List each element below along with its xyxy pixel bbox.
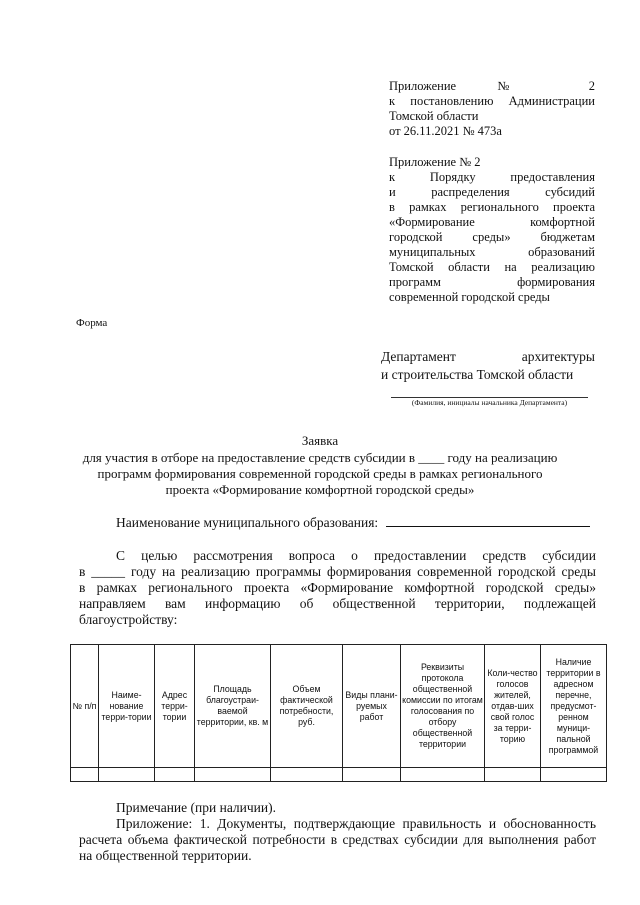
table-cell[interactable]: [99, 768, 155, 782]
form-label: Форма: [76, 317, 108, 329]
title-line-3: проекта «Формирование комфортной городской среды»: [165, 482, 475, 497]
appendix1-line-1: Приложение № 2: [389, 79, 595, 93]
col-votes: Коли-чество голосов жителей, отдав-ших свой голос за терри-торию: [485, 645, 541, 768]
table-cell[interactable]: [195, 768, 271, 782]
purpose-line-5: благоустройству:: [79, 612, 178, 627]
title-line-2: программ формирования современной городской среды в рамках регионального: [97, 466, 543, 481]
table-cell[interactable]: [155, 768, 195, 782]
col-territory-address: Адрес терри-тории: [155, 645, 195, 768]
appendix2-line-10: современной городской среды: [389, 290, 550, 304]
col-number: № п/п: [71, 645, 99, 768]
municipality-label: Наименование муниципального образования:: [116, 515, 379, 530]
appendix2-line-2: к Порядку предоставления: [389, 170, 595, 184]
col-area: Площадь благоустраи-ваемой территории, кв. м: [195, 645, 271, 768]
table-cell[interactable]: [541, 768, 607, 782]
addressee-line-1: Департамент архитектуры: [381, 349, 595, 364]
appendix2-line-9: программ формирования: [389, 275, 595, 289]
attachment-line-2: расчета объема фактической потребности в средствах субсидии для выполнения работ: [79, 832, 596, 847]
table-cell[interactable]: [485, 768, 541, 782]
col-work-types: Виды плани-руемых работ: [343, 645, 401, 768]
col-territory-name: Наиме-нование терри-тории: [99, 645, 155, 768]
attachment-line-1: Приложение: 1. Документы, подтверждающие правильность и обоснованность: [116, 816, 596, 831]
municipality-field[interactable]: [386, 514, 590, 527]
table-cell[interactable]: [401, 768, 485, 782]
municipality-row: [116, 514, 596, 531]
title-line-1: для участия в отборе на предоставление средств субсидии в ____ году на реализацию: [82, 450, 558, 465]
signature-caption: (Фамилия, инициалы начальника Департамента): [411, 398, 568, 407]
col-in-address-list: Наличие территории в адресном перечне, предусмот-ренном муници-пальной программой: [541, 645, 607, 768]
appendix1-line-4: от 26.11.2021 № 473а: [389, 124, 502, 138]
col-protocol-details: Реквизиты протокола общественной комиссии по итогам голосования по отбору общественной территории: [401, 645, 485, 768]
table-row: [71, 768, 607, 782]
purpose-line-1: С целью рассмотрения вопроса о предоставлении средств субсидии: [116, 548, 596, 563]
appendix2-line-1: Приложение № 2: [389, 155, 481, 169]
appendix2-line-7: муниципальных образований: [389, 245, 595, 259]
note: Примечание (при наличии).: [116, 800, 276, 815]
table-cell[interactable]: [71, 768, 99, 782]
appendix2-line-5: «Формирование комфортной: [389, 215, 595, 229]
table-cell[interactable]: [343, 768, 401, 782]
appendix1-line-2: к постановлению Администрации: [389, 94, 595, 108]
col-need-volume: Объем фактической потребности, руб.: [271, 645, 343, 768]
addressee-line-2: и строительства Томской области: [381, 367, 574, 382]
purpose-line-3: в рамках регионального проекта «Формирование комфортной городской среды»: [79, 580, 596, 595]
purpose-line-4: направляем вам информацию об общественной территории, подлежащей: [79, 596, 596, 611]
appendix2-line-8: Томской области на реализацию: [389, 260, 595, 274]
table-header-row: [71, 645, 607, 768]
title-heading: Заявка: [301, 433, 339, 448]
table-cell[interactable]: [271, 768, 343, 782]
purpose-line-2: в _____ году на реализацию программы формирования современной городской среды: [79, 564, 596, 579]
appendix1-line-3: Томской области: [389, 109, 479, 123]
appendix2-line-3: и распределения субсидий: [389, 185, 595, 199]
appendix2-line-4: в рамках регионального проекта: [389, 200, 595, 214]
territory-table: [70, 644, 607, 782]
attachment-line-3: на общественной территории.: [79, 848, 252, 863]
appendix2-line-6: городской среды» бюджетам: [389, 230, 595, 244]
